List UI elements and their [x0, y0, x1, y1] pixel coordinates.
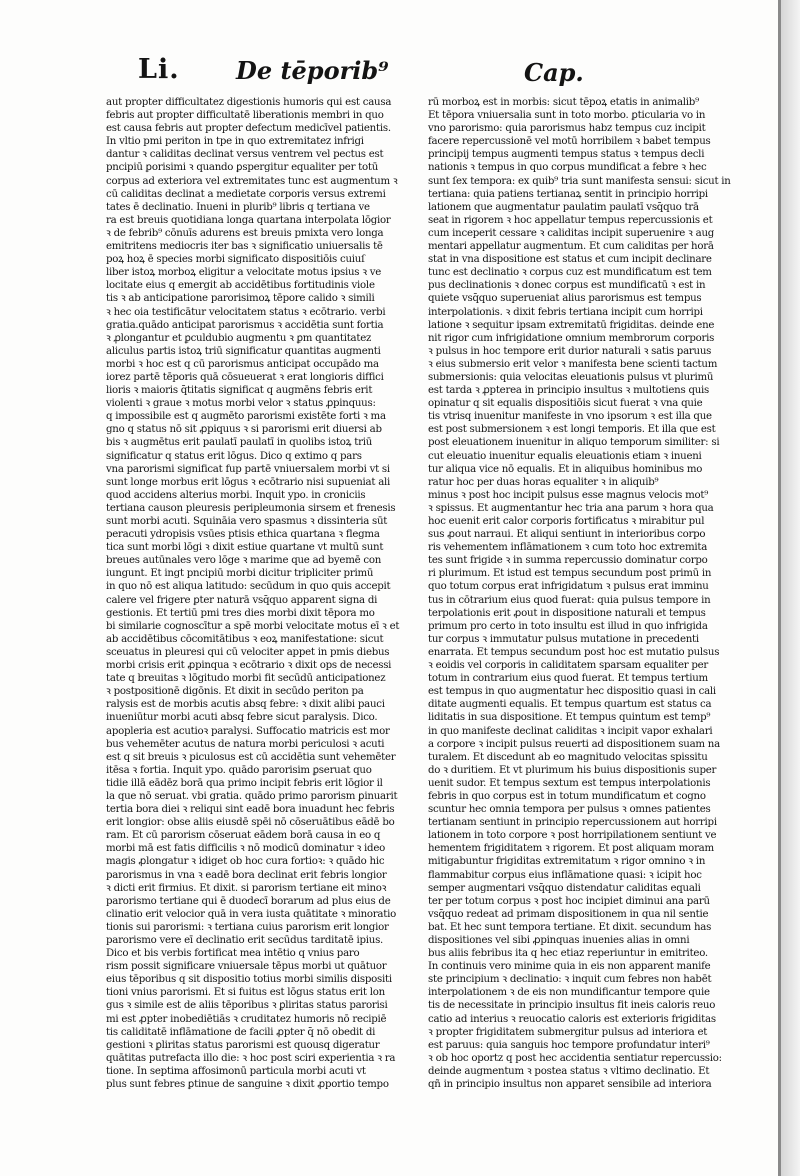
text-line: tertia bora diei ꝛ reliqui sint eadē bora inuadunt hec febris — [106, 804, 395, 816]
text-line: calere vel frigere ꝑter naturā vsq̄quo apparent signa di — [106, 594, 378, 606]
text-line: breues autūnales vero lōge ꝛ marime que ad byemē con — [106, 555, 382, 567]
text-line: est tarda ꝛ ꝓpterea in principio insultus ꝛ multotiens quis — [428, 385, 710, 397]
text-line: ꝛ ꝓlongantur et ꝑculdubio augmentu ꝛ ꝑm quantitatez — [106, 332, 372, 344]
text-line: gestioni ꝛ ꝑliritas status parorismi est quousq digeratur — [106, 1039, 380, 1051]
text-line: est tempus in quo augmentatur hec dispositio quasi in cali — [428, 686, 716, 698]
text-line: sunt ſex tempora: ex quib⁹ tria sunt manifesta sensui: sicut in — [428, 175, 731, 187]
text-line: In continuis vero minime quia in eis non apparent manife — [428, 961, 711, 973]
text-line: ter per totum corpus ꝛ post hoc incipiet diminui ana parū — [428, 895, 710, 907]
text-line: erit longior: obse aliis eiusdē spēi nō cōseruātibus eādē bo — [106, 817, 395, 829]
running-title: De tēporib⁹ — [236, 56, 389, 85]
text-line: tur corpus ꝛ immutatur pulsus mutatione in precedenti — [428, 633, 699, 645]
text-line: uenit sudor. Et tempus sextum est tempus interpolationis — [428, 777, 711, 789]
text-line: in quo manifeste declinat caliditas ꝛ incipit vapor exhalari — [428, 725, 713, 737]
text-line: gno q status nō sit ꝓpiquus ꝛ si parorismi erit diuersi ab — [106, 424, 382, 436]
text-line: la que nō seruat. vbi gratia. quādo primo parorism ꝑinuarit — [106, 790, 398, 802]
text-line: sunt longe morbus erit lōgus ꝛ ecōtrario nisi supueniat ali — [106, 476, 391, 488]
text-line: lationem in toto corpore ꝛ post horripilationem sentiunt ve — [428, 830, 717, 842]
text-line: poꝝ hoꝝ ē species morbi significato dispositiōis cuiuſ — [106, 254, 365, 266]
text-line: peracuti ydropisis vsūes ptisis ethica quartana ꝛ flegma — [106, 529, 380, 541]
text-line: stat in vna dispositione est status et cum incipit declinare — [428, 254, 712, 266]
text-line: pus declinationis ꝛ donec corpus est mundificatū ꝛ est in — [428, 280, 706, 292]
text-line: est q sit breuis ꝛ piculosus est cū accidētia sunt vehemēter — [106, 751, 396, 763]
text-line: parorismus in vna ꝛ eadē bora declinat erit febris longior — [106, 869, 387, 881]
text-line: interpolationis. ꝛ dixit febris tertiana incipit cum horripi — [428, 306, 703, 318]
text-line: flammabitur corpus eius inflāmatione quasi: ꝛ icipit hoc — [428, 869, 702, 881]
text-line: hementem frigiditatem ꝛ rigorem. Et post aliquam moram — [428, 843, 714, 855]
text-line: latione ꝛ sequitur ipsam extremitatū frigiditas. deinde ene — [428, 319, 715, 331]
text-line: ab accidētibus cōcomitātibus ꝛ eoꝝ manifestatione: sicut — [106, 633, 384, 645]
text-line: opinatur q sit equalis dispositiōis sicut fuerat ꝛ vna quie — [428, 398, 703, 410]
text-line: nit rigor cum infrigidatione omnium membrorum corporis — [428, 332, 715, 344]
text-line: nationis ꝛ tempus in quo corpus mundificat a febre ꝛ hec — [428, 162, 707, 174]
text-line: qñ in principio insultus non apparet sensibile ad interiora — [428, 1079, 712, 1091]
text-line: apopleria est acutioꝛ paralysi. Suffocatio matricis est mor — [106, 725, 390, 737]
text-line: lioris ꝛ maioris q̄titatis significat q augmēns febris erit — [106, 385, 373, 397]
text-line: sceuatus in pleuresi qui cū velociter appet in pmis diebus — [106, 646, 390, 658]
text-line: primum pro certo in toto insultu est illud in quo infrigida — [428, 620, 708, 632]
text-line: gestionis. Et tertiū pmi tres dies morbi dixit tēpora mo — [106, 607, 375, 619]
text-line: febris aut propter difficultatē liberationis membri in quo — [106, 110, 384, 122]
text-line: morbi crisis erit ꝓpinqua ꝛ ecōtrario ꝛ dixit ops de necessi — [106, 660, 392, 672]
text-line: tertiana causon pleuresis peripleumonia sirsem et frenesis — [106, 502, 396, 514]
text-line: Dico et bis verbis fortificat mea intētio q vnius paro — [106, 948, 360, 960]
text-line: tioni vnius parorismi. Et si fuitus est lōgus status erit lon — [106, 987, 385, 999]
text-line: itēsa ꝛ fortia. Inquit ypo. quādo parorisim ꝑseruat quo — [106, 764, 372, 776]
text-line: tes sunt frigide ꝛ in summa repercussio dominatur corpo — [428, 555, 708, 567]
text-line: tates ē declinatio. Inueni in plurib⁹ libris q tertiana ve — [106, 201, 370, 213]
text-line: inueniūtur morbi acuti absq febre sicut paralysis. Dico. — [106, 712, 378, 724]
text-line: vna parorismi significat fup partē vniuersalem morbi vt si — [106, 463, 390, 475]
text-line: cut eleuatio inuenitur equalis eleuationis etiam ꝛ inueni — [428, 450, 702, 462]
text-line: iungunt. Et ingt pncipiū morbi dicitur tripliciter primū — [106, 568, 374, 580]
text-line: eius tēporibus q sit dispositio totius morbi similis dispositi — [106, 974, 392, 986]
text-line: ꝛ eius submersio erit velor ꝛ manifesta bene scienti tactum — [428, 358, 718, 370]
text-line: aut propter difficultatez digestionis humoris qui est causa — [106, 97, 392, 108]
text-line: mentari appellatur augmentum. Et cum caliditas per horā — [428, 241, 714, 253]
text-line: mitigabuntur frigiditas extremitatum ꝛ rigor omnino ꝛ in — [428, 856, 706, 868]
text-line: a corpore ꝛ incipit pulsus reuerti ad dispositionem suam na — [428, 738, 720, 750]
text-line: parorismo vere eī declinatio erit secūdus tarditatē ipius. — [106, 935, 384, 946]
text-line: est causa febris aut propter defectum medicīvel patientis. — [106, 123, 391, 135]
text-line: tis de necessitate in principio insultus fit ineis caloris reuo — [428, 1000, 716, 1012]
text-line: ditate augmenti equalis. Et tempus quartum est status ca — [428, 699, 712, 711]
text-line: quiete vsq̄quo superueniat alius parorismus est tempus — [428, 293, 702, 305]
text-line: do ꝛ duritiem. Et vt plurimum his buius dispositionis super — [428, 764, 717, 776]
text-line: gratia.quādo anticipat parorismus ꝛ accidētia sunt fortia — [106, 319, 384, 331]
text-line: emitritens mediocris iter bas ꝛ significatio uniuersalis tē — [106, 241, 383, 253]
text-line: morbi mā est fatis difficilis ꝛ nō modicū dominatur ꝛ ideo — [106, 843, 385, 855]
text-line: scuntur hec omnia tempora per pulsus ꝛ omnes patientes — [428, 804, 711, 816]
text-line: dispositiones vel sibi ꝓpinquas inuenies alias in omni — [428, 935, 690, 946]
text-line: est paruus: quia sanguis hoc tempore profundatur interi⁹ — [428, 1039, 710, 1051]
text-line: ꝛ dicti erit firmius. Et dixit. si parorism tertiane eit minoꝛ — [106, 882, 387, 894]
text-line: tate q breuitas ꝛ lōgitudo morbi fit secūdū anticipationez — [106, 673, 386, 685]
text-line: bus aliis febribus ita q hec etiaz reperiuntur in emitriteo. — [428, 948, 708, 960]
text-line: mi est ꝓpter inobediētiās ꝛ cruditatez humoris nō recipiē — [106, 1013, 387, 1025]
text-line: ram. Et cū parorism cōseruat eādem borā causa in eo q — [106, 830, 381, 842]
text-line: clinatio erit velocior quā in vera iusta quātitate ꝛ minoratio — [106, 908, 396, 920]
text-line: sus ꝓout narraui. Et aliqui sentiunt in interioribus corpo — [428, 529, 706, 541]
text-line: submersionis: quia velocitas eleuationis pulsus vt plurimū — [428, 371, 714, 383]
text-line: ꝛ de febrib⁹ cōnuīs adurens est breuis pmixta vero longa — [106, 227, 384, 239]
text-line: principij tempus augmenti tempus status ꝛ tempus decli — [428, 149, 705, 161]
text-line: ꝛ propter frigiditatem submergitur pulsus ad interiora et — [428, 1026, 708, 1038]
text-line: tionis sui parorismi: ꝛ tertiana cuius parorism erit longior — [106, 921, 389, 933]
text-line: quātitas putrefacta illo die: ꝛ hoc post sciri experientia ꝛ ra — [106, 1052, 396, 1064]
text-line: tertiana: quia patiens tertianaꝝ sentit in principio horripi — [428, 188, 708, 200]
chapter-label: Cap. — [524, 58, 584, 87]
text-line: ꝛ ob hoc oportz q post hec accidentia sentiatur repercussio: — [428, 1052, 722, 1064]
text-line: terpolationis erit ꝓout in dispositione naturali et tempus — [428, 607, 706, 619]
text-line: gus ꝛ simile est de aliis tēporibus ꝛ ꝑliritas status parorisi — [106, 1000, 388, 1012]
text-line: plus sunt febres ꝑtinue de sanguine ꝛ dixit ꝓportio tempo — [106, 1079, 389, 1091]
text-line: ralysis est de morbis acutis absq febre: ꝛ dixit alibi pauci — [106, 699, 385, 711]
text-line: ꝛ pulsus in hoc tempore erit durior naturali ꝛ satis paruus — [428, 345, 712, 357]
text-line: tur aliqua vice nō equalis. Et in aliquibus hominibus mo — [428, 463, 703, 475]
text-line: sunt morbi acuti. Squināia vero spasmus ꝛ dissinteria sūt — [106, 516, 388, 527]
text-line: tidie illā eādēz borā qua primo incipit febris erit lōgior il — [106, 777, 383, 789]
text-line: aliculus partis istoꝝ triū significatur quantitas augmenti — [106, 345, 381, 357]
text-line: tunc est declinatio ꝛ corpus cuz est mundificatum est tem — [428, 267, 712, 279]
text-line: tertianam sentiunt in principio repercussionem aut horripi — [428, 817, 717, 829]
text-line: tis ꝛ ab anticipatione parorisimoꝝ tēpore calido ꝛ simili — [106, 293, 375, 305]
text-line: turalem. Et discedunt ab eo magnitudo velocitas spissitu — [428, 751, 708, 763]
text-line: cū caliditas declinat a medietate corporis versus extremi — [106, 188, 386, 200]
text-line: minus ꝛ post hoc incipit pulsus esse magnus velocis mot⁹ — [428, 489, 709, 501]
text-line: locitate eius q emergit ab accidētibus fortitudinis viole — [106, 280, 375, 292]
text-line: cum inceperit cessare ꝛ caliditas incipit superuenire ꝛ aug — [428, 227, 715, 239]
text-line: facere repercussionē vel motū horribilem ꝛ babet tempus — [428, 136, 711, 148]
text-line: lationem que augmentatur paulatim paulatī vsq̄quo trā — [428, 201, 699, 213]
text-line: febris in quo corpus est in totum mundificatum et cogno — [428, 790, 706, 802]
right-text-column — [428, 96, 731, 1091]
text-line: semper augmentari vsq̄quo distendatur caliditas equali — [428, 882, 701, 894]
text-line: post eleuationem inuenitur in aliquo temporum similiter: si — [428, 437, 720, 449]
text-line: morbi ꝛ hoc est q cū parorismus anticipat occupādo ma — [106, 358, 379, 370]
text-line: ꝛ eoidis vel corporis in caliditatem sparsam equaliter per — [428, 660, 709, 672]
text-line: bi similarie cognoscītur a spē morbi velocitate motus eī ꝛ et — [106, 620, 400, 632]
text-line: liber istoꝝ morboꝝ eligitur a velocitate motus ipsius ꝛ ve — [106, 267, 382, 279]
text-line: bus vehemēter acutus de natura morbi periculosi ꝛ acuti — [106, 738, 385, 750]
text-line: deinde augmentum ꝛ postea status ꝛ vltimo declinatio. Et — [428, 1065, 710, 1077]
text-line: hoc euenit erit calor corporis fortificatus ꝛ mirabitur pul — [428, 516, 705, 527]
text-line: ꝛ hec oia testificātur velocitatem status ꝛ ecōtrario. verbi — [106, 306, 386, 318]
text-line: ri plurimum. Et istud est tempus secundum post primū in — [428, 568, 712, 580]
text-line: violenti ꝛ graue ꝛ motus morbi velor ꝛ status ꝓpinquus: — [106, 398, 376, 410]
text-line: quod accidens alterius morbi. Inquit ypo. in croniciis — [106, 489, 366, 501]
text-line: tione. In septima affosimonū particula morbi acuti vt — [106, 1065, 366, 1077]
text-line: parorismo tertiane qui ē duodecī borarum ad plus eius de — [106, 895, 391, 907]
text-line: Et tēpora vniuersalia sunt in toto morbo. ꝑticularia vo in — [428, 110, 706, 122]
text-line: ꝛ spissus. Et augmentantur hec tria ana parum ꝛ hora qua — [428, 502, 714, 514]
text-line: catio ad interius ꝛ reuocatio caloris est exterioris frigiditas — [428, 1013, 716, 1025]
text-line: vsq̄quo redeat ad primam dispositionem in qua nil sentie — [428, 908, 709, 920]
text-line: pncipiū ꝑorisimi ꝛ quando ꝑspergitur equaliter per totū — [106, 162, 379, 174]
text-line: In vltio pmi periton in tpe in quo extremitatez infrigi — [106, 136, 364, 148]
text-line: magis ꝓlongatur ꝛ idiget ob hoc cura fortioꝛ: ꝛ quādo hic — [106, 856, 385, 868]
text-line: iorez partē tēporis quā cōsueuerat ꝛ erat longioris diffici — [106, 371, 384, 383]
text-line: ra est breuis quotidiana longa quartana interpolata lōgior — [106, 214, 391, 226]
text-line: tis vtrisq inuenitur manifeste in vno ipsorum ꝛ est illa que — [428, 411, 712, 423]
text-line: ste principium ꝛ declinatio: ꝛ inquit cum febres non habēt — [428, 974, 712, 986]
text-line: interpolationem ꝛ de eis non mundificantur tempore quie — [428, 987, 710, 999]
text-line: rū morboꝝ est in morbis: sicut tēpoꝝ etatis in animalib⁹ — [428, 97, 699, 108]
text-line: bis ꝛ augmētus erit paulatī paulatī in quolibs istoꝝ triū — [106, 437, 373, 449]
text-line: vno parorismo: quia parorismus habz tempus cuz incipit — [428, 123, 706, 135]
text-line: seat in rigorem ꝛ hoc appellatur tempus repercussionis et — [428, 214, 713, 226]
text-line: est post submersionem ꝛ est longi temporis. Et illa que est — [428, 424, 716, 436]
text-line: tica sunt morbi lōgi ꝛ dixit estiue quartane vt multū sunt — [106, 542, 384, 554]
text-line: liditatis in sua dispositione. Et tempus quintum est temp⁹ — [428, 712, 711, 724]
text-line: tus in cōtrarium eius quod fuerat: quia pulsus tempore in — [428, 594, 711, 606]
text-line: tis caliditatē inflāmatione de facili ꝓpter q̄ nō obedit di — [106, 1026, 376, 1038]
text-line: enarrata. Et tempus secundum post hoc est mutatio pulsus — [428, 646, 720, 658]
text-line: bat. Et hec sunt tempora tertiane. Et dixit. secundum has — [428, 921, 712, 933]
left-text-column — [106, 96, 400, 1091]
text-line: corpus ad exteriora vel extremitates tunc est augmentum ꝛ — [106, 175, 398, 187]
text-line: quo totum corpus erat infrigidatum ꝛ pulsus erat imminu — [428, 581, 709, 593]
page-edge-shadow — [781, 0, 800, 1176]
text-line: ris vehementem inflāmationem ꝛ cum toto hoc extremita — [428, 542, 708, 554]
text-line: dantur ꝛ caliditas declinat versus ventrem vel pectus est — [106, 149, 384, 161]
text-line: ꝛ postpositionē digōnis. Et dixit in secūdo periton pa — [106, 686, 364, 698]
text-line: significatur q status erit lōgus. Dico q extimo q pars — [106, 450, 362, 462]
text-line: rism possit significare vniuersale tēpus morbi ut quātuor — [106, 961, 387, 973]
text-line: q impossibile est q augmēto parorismi existēte forti ꝛ ma — [106, 411, 386, 423]
folio-number: Li. — [138, 54, 180, 85]
text-line: totum in contrarium eius quod fuerat. Et tempus tertium — [428, 673, 708, 685]
text-line: ratur hoc per duas horas equaliter ꝛ in aliquib⁹ — [428, 476, 659, 488]
text-line: in quo nō est aliqua latitudo: secūdum in quo quis accepit — [106, 581, 391, 593]
